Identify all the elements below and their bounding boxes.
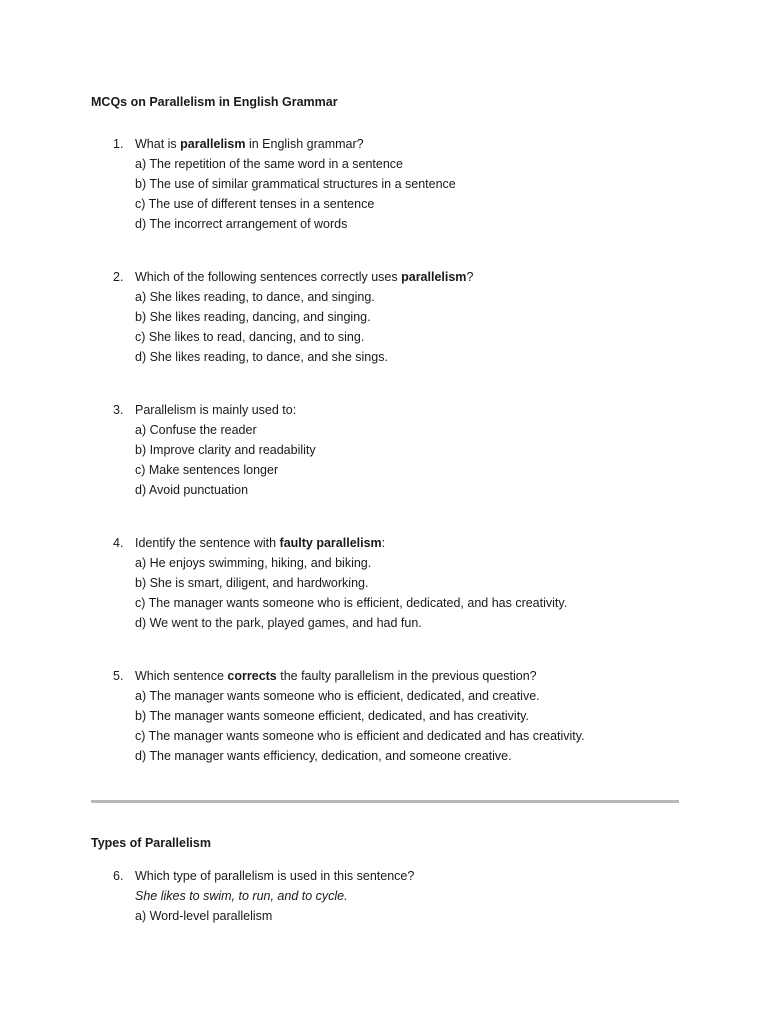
option-a: a) The repetition of the same word in a sentence <box>135 157 403 171</box>
stem-bold: corrects <box>227 669 277 683</box>
question-body <box>135 533 681 633</box>
stem-bold: faulty parallelism <box>279 536 382 550</box>
option-b: b) The use of similar grammatical structures in a sentence <box>135 177 456 191</box>
document-page <box>91 92 681 926</box>
question-4 <box>113 533 681 633</box>
stem-bold: parallelism <box>401 270 467 284</box>
question-number: 2. <box>113 270 124 284</box>
question-stem <box>135 666 681 686</box>
question-number: 5. <box>113 669 124 683</box>
question-number: 3. <box>113 403 124 417</box>
question-6 <box>113 866 681 926</box>
stem-text: the faulty parallelism in the previous question? <box>276 669 537 683</box>
option-b: b) She likes reading, dancing, and singing. <box>135 310 371 324</box>
question-2 <box>113 267 681 367</box>
stem-text: : <box>381 536 386 550</box>
option-a: a) He enjoys swimming, hiking, and biking. <box>135 556 372 570</box>
question-number: 6. <box>113 869 124 883</box>
question-number: 4. <box>113 536 124 550</box>
stem-text: Identify the sentence with <box>135 536 280 550</box>
document-title: MCQs on Parallelism in English Grammar <box>91 95 338 109</box>
option-c: c) The use of different tenses in a sentence <box>135 197 375 211</box>
option-d: d) Avoid punctuation <box>135 483 249 497</box>
option-b: b) The manager wants someone efficient, dedicated, and has creativity. <box>135 709 529 723</box>
question-body <box>135 267 681 367</box>
question-body <box>135 134 681 234</box>
question-1 <box>113 134 681 234</box>
option-a: a) The manager wants someone who is efficient, dedicated, and creative. <box>135 689 540 703</box>
question-body <box>135 666 681 766</box>
option-b: b) She is smart, diligent, and hardworking. <box>135 576 369 590</box>
option-d: d) She likes reading, to dance, and she sings. <box>135 350 388 364</box>
stem-text: Which sentence <box>135 669 228 683</box>
option-b: b) Improve clarity and readability <box>135 443 316 457</box>
option-d: d) The manager wants efficiency, dedication, and someone creative. <box>135 749 512 763</box>
option-a: a) Word-level parallelism <box>135 909 273 923</box>
option-c: c) The manager wants someone who is efficient, dedicated, and has creativity. <box>135 596 568 610</box>
question-stem: Which type of parallelism is used in this sentence? <box>135 869 415 883</box>
question-body <box>135 400 681 500</box>
example-sentence: She likes to swim, to run, and to cycle. <box>135 889 348 903</box>
option-d: d) The incorrect arrangement of words <box>135 217 348 231</box>
option-c: c) The manager wants someone who is efficient and dedicated and has creativity. <box>135 729 585 743</box>
option-a: a) She likes reading, to dance, and singing. <box>135 290 375 304</box>
question-3 <box>113 400 681 500</box>
stem-bold: parallelism <box>180 137 246 151</box>
stem-text: Which of the following sentences correctly uses <box>135 270 402 284</box>
option-d: d) We went to the park, played games, and had fun. <box>135 616 422 630</box>
stem-text: ? <box>466 270 474 284</box>
option-c: c) Make sentences longer <box>135 463 279 477</box>
question-number: 1. <box>113 137 124 151</box>
option-a: a) Confuse the reader <box>135 423 257 437</box>
stem-text: Parallelism is mainly used to: <box>135 403 297 417</box>
question-stem <box>135 134 681 154</box>
option-c: c) She likes to read, dancing, and to sing. <box>135 330 365 344</box>
stem-text: in English grammar? <box>245 137 364 151</box>
stem-text: What is <box>135 137 181 151</box>
section-title: Types of Parallelism <box>91 836 211 850</box>
question-body <box>135 866 681 926</box>
question-5 <box>113 666 681 766</box>
question-stem <box>135 267 681 287</box>
question-stem <box>135 533 681 553</box>
question-stem <box>135 400 681 420</box>
